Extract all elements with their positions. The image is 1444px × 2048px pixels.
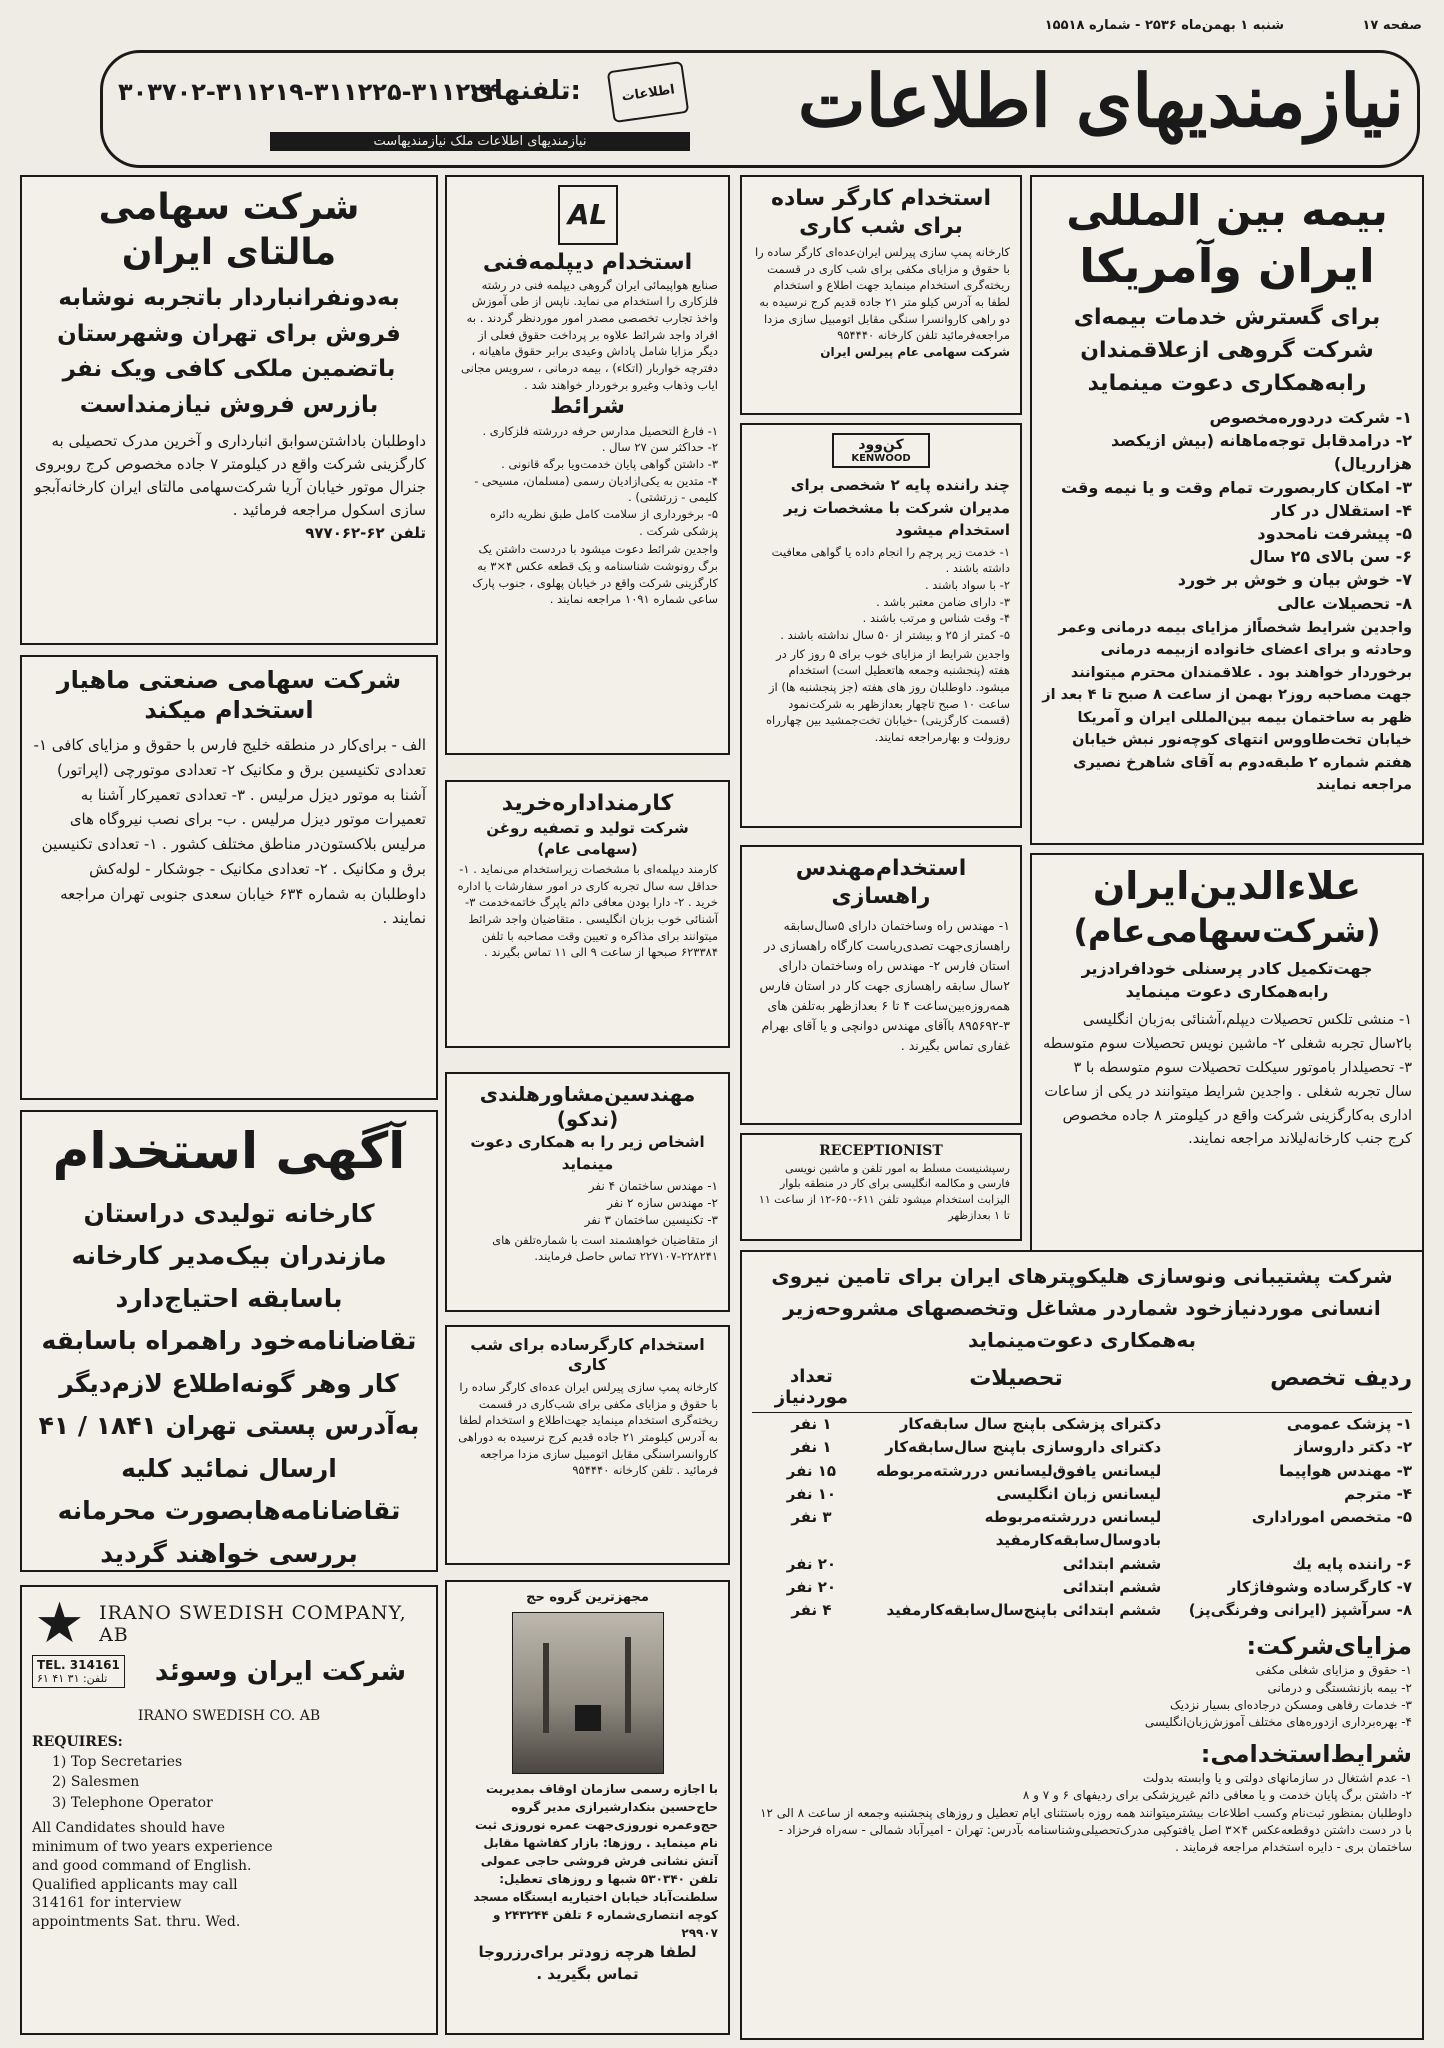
list-item: ۱- حقوق و مزایای شغلی مکفی: [1255, 1663, 1412, 1678]
table-row: [752, 1436, 1412, 1459]
ad-kenwood: [740, 423, 1022, 828]
ad-kargar2: [445, 1325, 730, 1565]
cell-education: لیسانس یافوق‌لیسانس دررشته‌مربوطه: [876, 1461, 1162, 1480]
ad-hajj-title: مجهزترین گروه حج: [526, 1590, 649, 1605]
ad-nedco: [445, 1072, 730, 1312]
ad-diploma-cond-title: شرائط: [550, 394, 625, 420]
swedish-tels: [32, 1655, 125, 1688]
ad-diploma-conditions: [457, 423, 718, 540]
benefits-title: مزایای‌شرکت:: [1246, 1632, 1412, 1661]
cell-specialty: ۵- متخصص اموراداری: [1251, 1508, 1412, 1526]
cell-education: دکترای داروسازی باپنج سال‌سابقه‌کار: [885, 1438, 1162, 1457]
ad-bime-list: [1042, 406, 1412, 615]
header-specialty: ردیف تخصص: [1270, 1366, 1412, 1391]
table-row: [752, 1460, 1412, 1483]
swedish-company-en: IRANO SWEDISH COMPANY, AB: [99, 1602, 407, 1646]
cell-count: ۱ نفر: [791, 1415, 832, 1433]
list-item: 1) Top Secretaries: [52, 1754, 183, 1770]
masthead-subline: نیازمندیهای اطلاعات ملک نیازمندیهاست: [270, 132, 690, 151]
ad-kenwood-body: واجدین شرایط از مزایای خوب برای ۵ روز کار در هفته (پنجشنبه وجمعه هاتعطیل است) استخدام میشود. داوطلبان روز های هفته (جز پنجشنبه ها) از ساعت ۱۰ صبح تاچهار بعدازظهر به شرکت‌نمود (قسمت کارگزینی) -خیابان تخت‌جمشید بین چهارراه روزولت و بهارمراجعه نمایند.: [765, 646, 1010, 744]
cell-specialty: ۲- دکتر داروساز: [1294, 1438, 1412, 1457]
ad-hajj: [445, 1580, 730, 2035]
ad-raghan-sub: شرکت تولید و تصفیه روغن (سهامی عام): [486, 818, 689, 859]
ad-nedco-title2: (ندکو): [556, 1107, 619, 1131]
ad-malta-highlight: به‌دونفرانباردار باتجربه نوشابه فروش برای تهران وشهرستان باتضمین ملکی کافی ویک نفر بازرس فروش نیازمنداست: [57, 285, 401, 418]
ad-kenwood-list: [752, 544, 1010, 644]
ad-nedco-body: از متقاضیان خواهشمند است با شماره‌تلفن های ۲۲۸۲۴۱-۲۲۷۱۰۷ تماس حاصل فرمایند.: [492, 1232, 718, 1264]
ad-raghan: [445, 780, 730, 1048]
list-item: 3) Telephone Operator: [52, 1794, 213, 1811]
list-item: ۱- شرکت دردوره‌مخصوص: [1209, 408, 1412, 427]
list-item: داوطلبان بمنظور ثبت‌نام وکسب اطلاعات بیشترمیتوانند همه روزه باستثنای ایام تعطیل و روزهای پنجشنبه وجمعه از ساعت ۸ الی ۱۲ با در دست داشتن دوقطعه‌عکس ۴×۳ اصل یافتوکپی مدرک‌تحصیلی‌وشناسنامه بآدرس: تهران - امیرآباد شمالی - سه‌راه فرحزاد - ساختمان بری - دایره استخدام مراجعه فرمایند .: [760, 1805, 1412, 1855]
issue-date: شنبه ۱ بهمن‌ماه ۲۵۳۶ - شماره ۱۵۵۱۸: [1044, 18, 1284, 33]
benefits-list: [752, 1662, 1412, 1732]
ad-rah-body: ۱- مهندس راه وساختمان دارای ۵سال‌سابقه راهسازی‌جهت تصدی‌ریاست کارگاه راهسازی در استان فارس ۲- مهندس راه وساختمان دارای ۲سال سابقه راهسازی جهت کار در استان فارس همه‌روزه‌بین‌ساعت ۴ تا ۶ بعدازظهر به‌تلفن های ۳-۸۹۵۶۹۲ باآقای مهندس دوانچی و یا آقای بهرام غفاری تماس بگیرند .: [759, 918, 1010, 1053]
list-item: ۳- خدمات رفاهی ومسکن درجاده‌ای بسیار نزدیک: [1169, 1698, 1412, 1713]
ad-bime-intro: برای گسترش خدمات بیمه‌ای شرکت گروهی ازعلاقمندان رابه‌همکاری دعوت مینماید: [1073, 305, 1381, 396]
list-item: ۲- با سواد باشند .: [924, 577, 1010, 592]
ad-estekhdam-title: آگهی استخدام: [52, 1122, 406, 1180]
page-number: صفحه ۱۷: [1362, 18, 1422, 33]
kenwood-logo-en: KENWOOD: [851, 453, 911, 464]
masthead-phones-label: تلفنهای:: [470, 76, 581, 106]
ad-malta: [20, 175, 438, 645]
ad-alaeddin-title2: (شرکت‌سهامی‌عام): [1073, 911, 1381, 950]
ad-alaeddin-intro: جهت‌تکمیل کادر پرسنلی خودافرادزیر رابه‌همکاری دعوت مینماید: [1081, 958, 1373, 1001]
minaret-icon: [543, 1643, 549, 1733]
table-header: [752, 1366, 1412, 1413]
list-item: ۵- برخورداری از سلامت کامل طبق نظریه دائره پزشکی شرکت .: [490, 507, 718, 538]
ad-kargar-night-company: شرکت سهامی عام پیرلس ایران: [820, 345, 1010, 360]
cell-education: لیسانس دررشته‌مربوطه بادوسال‌سابقه‌کارمفید: [984, 1508, 1162, 1550]
ad-mahyar-body: الف - برای‌کار در منطقه خلیج فارس با حقوق و مزایای کافی ۱- تعدادی تکنیسین برق و مکانیک ۲- تعدادی موتورچی (اپراتور) آشنا به موتور دیزل مرلیس . ۳- تعدادی تعمیرکار آشنا به تعمیرات موتور دیزل مرلیس . ب- برای نصب نیروگاه های مرلیس بلاکستون‌در مناطق مختلف کشور . ۱- تعدادی تکنیسین برق و مکانیک . ۲- تعدادی مکانیک - جوشکار - لوله‌کش داوطلبان به شماره ۶۳۴ خیابان سعدی جنوبی تهران مراجعه نمایند .: [33, 736, 426, 928]
ad-rah-title2: راهسازی: [831, 883, 931, 909]
ad-kargar-night-body: کارخانه پمپ سازی پیرلس ایران‌عده‌ای کارگر ساده را با حقوق و مزایای مکفی برای شب کاری در قسمت ریخته‌گری استخدام مینماید جهت اطلاع و استخدام لطفا به آدرس کیلو متر ۲۱ جاده قدیم کرج نرسیده به دو راهی کاروانسرا سنگی مقابل اتومبیل سازی مزدا مراجعه‌فرمائید تلفن کارخانه ۹۵۴۴۴۰: [754, 245, 1010, 343]
ad-hajj-body: با اجازه رسمی سازمان اوقاف بمدیریت حاج‌حسین بنکدارشیرازی مدیر گروه حج‌وعمره نوروزی‌جهت عمره نوروزی ثبت نام مینماید . روزها: بازار کفاشها مقابل آتش نشانی فرش فروشی حاجی عمولی تلفن ۵۳۰۳۴۰ شبها و روزهای تعطیل: سلطنت‌آباد خیابان اختیاریه ایستگاه مسجد کوچه انتصاری‌شماره ۶ تلفن ۲۴۳۲۴۴ و ۲۹۹۰۷: [473, 1782, 718, 1941]
ad-malta-body: داوطلبان باداشتن‌سوابق انبارداری و آخرین مدرک تحصیلی به کارگزینی شرکت واقع در کیلومتر ۷ جاده مخصوص کرج روبروی جنرال موتور خیابان آریا شرکت‌سهامی مالتای ایران کارخانه‌آبجو سازی اسکول مراجعه فرمائید .: [34, 431, 426, 520]
ad-alaeddin-title1: علاءالدین‌ایران: [1092, 864, 1362, 908]
list-item: ۳- تکنیسین ساختمان ۳ نفر: [584, 1213, 718, 1228]
ad-estekhdam-body: کارخانه تولیدی دراستان مازندران بیک‌مدیر کارخانه باسابقه احتیاج‌دارد تقاضانامه‌خود راهمراه باسابقه کار وهر گونه‌اطلاع لازم‌دیگر به‌آدرس پستی تهران ۱۸۴۱ / ۴۱ ارسال نمائید کلیه تقاضانامه‌هابصورت محرمانه بررسی خواهند گردید: [38, 1198, 420, 1568]
list-item: ۲- داشتن برگ پایان خدمت و یا معافی دائم غیرپزشکی برای ردیفهای ۶ و ۷ و ۸: [1022, 1788, 1412, 1803]
list-item: ۲- مهندس سازه ۲ نفر: [607, 1195, 718, 1210]
cell-specialty: ۴- مترجم: [1344, 1484, 1412, 1503]
table-row: [752, 1599, 1412, 1622]
list-item: ۴- استقلال در کار: [1271, 500, 1412, 520]
table-row: [752, 1483, 1412, 1506]
ad-helicopter-table: [752, 1366, 1412, 1622]
list-item: ۵- پیشرفت نامحدود: [1257, 523, 1412, 543]
ad-kargar-night: [740, 175, 1022, 415]
cell-specialty: ۸- سرآشپز (ایرانی وفرنگی‌پز): [1188, 1601, 1412, 1619]
header-count: تعداد موردنیاز: [774, 1366, 849, 1408]
masthead-phones: ۳۰۳۷۰۲-۳۱۱۲۱۹-۳۱۱۲۲۵-۳۱۱۲۲۴: [118, 78, 500, 106]
mosque-photo: [512, 1612, 664, 1774]
ad-estekhdam: [20, 1110, 438, 1572]
ad-alaeddin: [1030, 853, 1424, 1253]
cell-specialty: ۱- پزشک عمومی: [1286, 1415, 1412, 1433]
cell-education: ششم ابتدائی: [1062, 1554, 1162, 1573]
list-item: ۱- فارغ التحصیل مدارس حرفه دررشته فلزکاری .: [482, 423, 718, 438]
cell-count: ۳ نفر: [791, 1508, 832, 1526]
kaaba-icon: [575, 1705, 601, 1731]
list-item: 2) Salesmen: [52, 1774, 140, 1791]
ad-diploma-title: استخدام دیپلمه‌فنی: [482, 250, 693, 275]
minaret-icon: [625, 1637, 631, 1733]
ad-kargar-night-title: استخدام کارگر ساده برای شب کاری: [770, 186, 992, 239]
list-item: ۱- مهندس ساختمان ۴ نفر: [588, 1178, 718, 1193]
swedish-requires: REQUIRES:: [32, 1734, 123, 1750]
ad-receptionist-title: RECEPTIONIST: [819, 1143, 943, 1159]
header-education: تحصیلات: [969, 1366, 1063, 1391]
cell-education: لیسانس زبان انگلیسی: [996, 1484, 1162, 1503]
cell-specialty: ۶- راننده پایه یك: [1292, 1554, 1412, 1573]
cell-count: ۱ نفر: [791, 1438, 832, 1457]
table-row: [752, 1506, 1412, 1553]
ad-helicopter-title: شرکت پشتیبانی ونوسازی هلیکوپترهای ایران برای تامین نیروی انسانی موردنیازخود شماردر مشاغل وتخصصهای مشروحه‌زیر به‌همکاری دعوت‌مینماید: [771, 1264, 1393, 1352]
ad-diploma-tail: واجدین شرائط دعوت میشود با دردست داشتن یک برگ رونوشت شناسنامه و یک قطعه عکس ۴×۳ به کارگزینی شرکت واقع در خیابان پهلوی ، جنوب پارک ساعی شماره ۱۰۹۱ مراجعه نمایند .: [472, 542, 718, 607]
list-item: ۴- متدین به یکی‌ازادیان رسمی (مسلمان، مسیحی - کلیمی - زرتشتی) .: [474, 473, 718, 505]
list-item: ۱- عدم اشتغال در سازمانهای دولتی و یا وابسته بدولت: [1142, 1770, 1412, 1785]
kenwood-logo-fa: کن‌وود: [858, 437, 904, 453]
swedish-header-row2: [32, 1655, 426, 1688]
ad-bime-body: واجدین شرایط شخصاًاز مزایای بیمه درمانی وعمر وحادثه و برای اعضای خانواده ازبیمه درمانی برخوردار خواهند بود . علاقمندان محترم میتوانند جهت مصاحبه روز۲ بهمن از ساعت ۸ صبح تا ۴ بعد از ظهر به ساختمان بیمه بین‌المللی ایران و آمریکا خیابان تخت‌طاووس انتهای کوچه‌نور نبش خیابان هفتم شماره ۲ طبقه‌دوم به آقای شاهرخ نصیری مراجعه نمایند: [1042, 619, 1412, 793]
ad-malta-tel: تلفن ۶۲-۹۷۷۰۶۲: [305, 523, 426, 542]
ad-rah-title1: استخدام‌مهندس: [795, 856, 967, 881]
ad-receptionist-body: رسپشنیست مسلط به امور تلفن و ماشین نویسی فارسی و مکالمه انگلیسی برای کار در منطقه بلوار الیزابت استخدام میشود تلفن ۶۱۱-۶۵۰-۱۲ از ساعت ۱۱ تا ۱ بعدازظهر: [758, 1161, 1010, 1223]
ad-raghan-title: کارمنداداره‌خرید: [501, 791, 674, 816]
star-logo-icon: ★: [34, 1591, 85, 1656]
aircraft-logo: AL: [558, 185, 618, 245]
ad-hajj-tail: لطفا هرچه زودتر برای‌رزروجا تماس بگیرید .: [478, 1943, 697, 1983]
cell-count: ۲۰ نفر: [786, 1577, 837, 1596]
ad-bime-title1: بیمه بین المللی: [1066, 186, 1388, 235]
ad-diploma: [445, 175, 730, 755]
ad-diploma-body: صنایع هواپیمائی ایران گروهی دیپلمه فنی در رشته فلزکاری را استخدام می نماید. ناپس از طی آموزش واخذ تجارب تخصصی مصدر امور موردنظر گردند . به افراد واجد شرائط علاوه بر پرداخت حقوق فعلی از دیگر مزایا شامل پاداش وعیدی برابر حقوق ماهیانه ، دفترچه خواربار (اتکاء) ، بیمه درمانی ، سرویس مجانی ایاب وذهاب وغیرو برخوردار خواهند شد .: [461, 277, 718, 392]
table-row: [752, 1413, 1412, 1436]
masthead-seal: اطلاعات: [607, 61, 689, 123]
cell-count: ۴ نفر: [791, 1601, 832, 1619]
conditions-list: [752, 1770, 1412, 1857]
ad-kargar2-body: کارخانه پمپ سازی پیرلس ایران عده‌ای کارگر ساده را با حقوق و مزایای مکفی برای شب‌کاری در قسمت ریخته‌گری استخدام مینماید جهت‌اطلاع و استخدام لطفا به آدرس کیلومتر ۲۱ جاده قدیم کرج نرسیده به دوراهی کاروانسراسنگی مقابل اتومبیل سازی مزدا مراجعه فرمائید . تلفن کارخانه ۹۵۴۴۴۰: [458, 1380, 718, 1478]
ad-malta-title2: مالتای ایران: [121, 232, 337, 273]
ad-nedco-title1: مهندسین‌مشاورهلندی: [479, 1082, 696, 1106]
ad-helicopter: [740, 1250, 1424, 2040]
list-item: ۸- تحصیلات عالی: [1277, 593, 1412, 613]
list-item: ۳- دارای ضامن معتبر باشد .: [876, 594, 1010, 609]
list-item: ۷- خوش بیان و خوش بر خورد: [1177, 570, 1412, 590]
swedish-header: [32, 1591, 426, 1656]
ad-kargar2-title: استخدام کارگر‌ساده برای شب کاری: [470, 1335, 705, 1374]
list-item: ۴- بهره‌برداری ازدوره‌های مختلف آموزش‌زبان‌انگلیسی: [1144, 1715, 1412, 1730]
cell-education: ششم ابتدائی: [1062, 1577, 1162, 1596]
swedish-tel-fa: تلفن: ۳۱ ۴۱ ۶۱: [37, 1672, 108, 1685]
ad-kenwood-title: چند راننده پایه ۲ شخصی برای مدیران شرکت با مشخصات زیر استخدام میشود: [783, 476, 1010, 539]
list-item: ۲- درامدقابل توجه‌ماهانه (بیش ازیکصد هزارریال): [1111, 431, 1412, 474]
table-row: [752, 1576, 1412, 1599]
swedish-body: All Candidates should have minimum of two years experience and good command of English. Qualified applicants may call 314161 for interview appointments Sat. thru. Wed.: [32, 1819, 273, 1931]
list-item: ۲- بیمه بازنشستگی و درمانی: [1267, 1680, 1412, 1695]
ad-mahyar-title2: استخدام میکند: [144, 696, 314, 724]
ad-nedco-intro: اشخاص زیر را به همکاری دعوت مینماید: [470, 1133, 705, 1173]
ad-rah: [740, 845, 1022, 1125]
masthead-title: نیازمندیهای اطلاعات: [797, 58, 1404, 143]
ad-malta-title1: شرکت سهامی: [98, 187, 360, 228]
ad-mahyar: [20, 655, 438, 1100]
list-item: ۶- سن بالای ۲۵ سال: [1249, 547, 1412, 567]
list-item: ۴- وقت شناس و مرتب باشند .: [862, 611, 1010, 626]
list-item: ۳- امکان کاربصورت تمام وقت و یا نیمه وقت: [1060, 477, 1412, 497]
conditions-title: شرایط‌استخدامی:: [1200, 1739, 1412, 1768]
cell-count: ۱۵ نفر: [786, 1461, 837, 1480]
swedish-subtitle: IRANO SWEDISH CO. AB: [137, 1708, 321, 1724]
ad-alaeddin-body: ۱- منشی تلکس تحصیلات دیپلم،آشنائی به‌زبان انگلیسی با۲سال تجربه شغلی ۲- ماشین نویس تحصیلات سوم متوسطه ۳- تحصیلدار باموتور سیکلت تحصیلات سوم متوسطه با ۳ سال تجربه شغلی . واجدین شرایط میتوانند در یکی از ساعات اداری به‌کارگزینی شرکت واقع در کیلومتر ۸ جاده مخصوص کرج جنب کارخانه‌لیلاند مراجعه نمایند.: [1042, 1011, 1412, 1148]
list-item: ۱- خدمت زیر پرچم را انجام داده یا گواهی معافیت داشته باشند .: [771, 544, 1010, 576]
ad-mahyar-title1: شرکت سهامی صنعتی ماهیار: [56, 666, 402, 694]
cell-education: دکترای پزشکی باپنج سال سابقه‌کار: [899, 1415, 1162, 1433]
cell-specialty: ۳- مهندس هواپیما: [1279, 1461, 1412, 1480]
cell-education: ششم ابتدائی باپنج‌سال‌سابقه‌کارمفید: [886, 1601, 1162, 1619]
ad-receptionist: [740, 1133, 1022, 1241]
swedish-list: [52, 1752, 426, 1813]
ad-bime-title2: ایران وآمریکا: [1079, 238, 1375, 293]
ad-nedco-list: [457, 1178, 718, 1230]
swedish-tel-en: TEL. 314161: [37, 1658, 120, 1672]
list-item: ۵- کمتر از ۲۵ و بیشتر از ۵۰ سال نداشته باشند .: [780, 627, 1010, 642]
list-item: ۲- حداکثر سن ۲۷ سال .: [601, 440, 718, 455]
ad-raghan-body: کارمند دیپلمه‌ای با مشخصات زیراستخدام می‌نماید . ۱- حداقل سه سال تجربه کاری در امور سفارشات یا اداره خرید . ۲- دارا بودن معافی دائم یاپرگ خاتمه‌خدمت ۳- آشنائی خوب بزبان انگلیسی . متقاضیان واجد شرائط میتوانند برای مذاکره و تعیین وقت مصاحبه با تلفن ۶۲۳۳۸۴ صبحها از ساعت ۹ الی ۱۱ تماس بگیرند .: [457, 862, 718, 960]
ad-bime: [1030, 175, 1424, 845]
swedish-company-fa: شرکت ایران وسوئد: [154, 1656, 407, 1687]
cell-specialty: ۷- کارگر‌ساده وشوفاژکار: [1227, 1577, 1412, 1596]
list-item: ۳- داشتن گواهی پایان خدمت‌ویا برگه قانونی .: [501, 457, 718, 472]
table-row: [752, 1553, 1412, 1576]
kenwood-logo: [832, 433, 930, 468]
cell-count: ۱۰ نفر: [786, 1484, 837, 1503]
cell-count: ۲۰ نفر: [786, 1554, 837, 1573]
ad-swedish: [20, 1585, 438, 2035]
